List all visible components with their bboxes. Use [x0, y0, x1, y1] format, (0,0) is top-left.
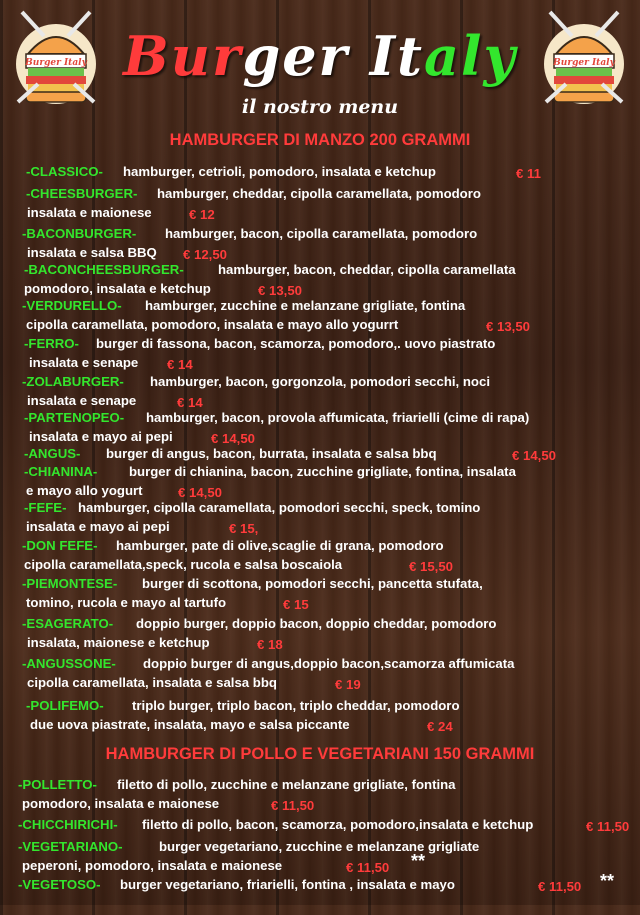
- menu-item-note-stars: **: [600, 871, 615, 891]
- menu-item: [0, 298, 640, 336]
- menu-item: [0, 410, 640, 448]
- menu-item-name: -CHEESBURGER-: [26, 186, 138, 201]
- menu-item: [0, 616, 640, 654]
- menu-item-name: -CHICCHIRICHI-: [18, 817, 118, 832]
- menu-item-description: hamburger, bacon, gorgonzola, pomodori secchi, noci: [150, 374, 490, 389]
- menu-item-description-line2: e mayo allo yogurt: [26, 483, 143, 498]
- menu-item-description: doppio burger, doppio bacon, doppio cheddar, pomodoro: [136, 616, 497, 631]
- menu-item-price: € 14: [177, 395, 203, 410]
- menu-item: [0, 538, 640, 576]
- menu-item: [0, 262, 640, 300]
- menu-item-description-line2: insalata e mayo ai pepi: [26, 519, 170, 534]
- menu-item-name: -ANGUS-: [24, 446, 81, 461]
- menu-item-price: € 13,50: [258, 283, 302, 298]
- menu-item-description: hamburger, zucchine e melanzane grigliate, fontina: [145, 298, 466, 313]
- menu-item-description: hamburger, bacon, cheddar, cipolla caramellata: [218, 262, 516, 277]
- menu-item-price: € 14,50: [512, 448, 556, 463]
- menu-item-price: € 12,50: [183, 247, 227, 262]
- menu-item-name: -PARTENOPEO-: [24, 410, 125, 425]
- menu-item: [0, 500, 640, 538]
- page-subtitle: il nostro menu: [241, 96, 399, 118]
- menu-item-description-line2: pomodoro, insalata e ketchup: [24, 281, 211, 296]
- menu-item-name: -VEGETARIANO-: [18, 839, 123, 854]
- menu-item: [0, 336, 640, 374]
- menu-item-description-line2: insalata e senape: [29, 355, 139, 370]
- menu-item-description: hamburger, bacon, cipolla caramellata, pomodoro: [165, 226, 478, 241]
- menu-item-description-line2: cipolla caramellata, insalata e salsa bbq: [27, 675, 277, 690]
- menu-item-description-line2: pomodoro, insalata e maionese: [22, 796, 220, 811]
- menu-item-description: burger di fassona, bacon, scamorza, pomodoro,. uovo piastrato: [96, 336, 496, 351]
- menu-item-description-line2: insalata, maionese e ketchup: [27, 635, 210, 650]
- menu-item-description: burger di angus, bacon, burrata, insalata e salsa bbq: [106, 446, 437, 461]
- menu-item-description: filetto di pollo, bacon, scamorza, pomodoro,insalata e ketchup: [142, 817, 534, 832]
- menu-item: [0, 777, 640, 815]
- menu-item-price: € 11,50: [346, 860, 390, 875]
- menu-item: [0, 226, 640, 264]
- menu-item-description: burger di scottona, pomodori secchi, pancetta stufata,: [142, 576, 483, 591]
- menu-item-description-line2: cipolla caramellata,speck, rucola e salsa boscaiola: [24, 557, 343, 572]
- menu-item-price: € 13,50: [486, 319, 530, 334]
- menu-item-name: -FEFE-: [24, 500, 67, 515]
- menu-item-description-line2: cipolla caramellata, pomodoro, insalata e mayo allo yogurrt: [26, 317, 399, 332]
- section-title-chicken-veg: HAMBURGER DI POLLO E VEGETARIANI 150 GRAMMI: [105, 745, 535, 763]
- menu-item-price: € 14,50: [178, 485, 222, 500]
- menu-item-description-line2: insalata e mayo ai pepi: [29, 429, 173, 444]
- menu-item-price: € 11,50: [538, 879, 582, 894]
- menu-item-name: -ESAGERATO-: [22, 616, 114, 631]
- menu-item-description: doppio burger di angus,doppio bacon,scamorza affumicata: [143, 656, 515, 671]
- menu-item-price: € 15,: [229, 521, 259, 536]
- menu-item: [0, 839, 640, 877]
- menu-item-price: € 24: [427, 719, 453, 734]
- menu-item-name: -BACONBURGER-: [22, 226, 137, 241]
- svg-text:Burger Italy: Burger Italy: [553, 58, 615, 68]
- menu-item-description-line2: tomino, rucola e mayo al tartufo: [26, 595, 227, 610]
- menu-item-description: burger vegetariano, zucchine e melanzane grigliate: [159, 839, 480, 854]
- menu-item: [0, 374, 640, 412]
- menu-item-price: € 14: [167, 357, 193, 372]
- menu-item-description: burger di chianina, bacon, zucchine grigliate, fontina, insalata: [129, 464, 516, 479]
- menu-item-name: -POLIFEMO-: [26, 698, 104, 713]
- section-title-beef: HAMBURGER DI MANZO 200 GRAMMI: [169, 131, 471, 149]
- menu-item-price: € 12: [189, 207, 215, 222]
- menu-item-description: burger vegetariano, friarielli, fontina , insalata e mayo: [120, 877, 455, 892]
- menu-item-description-line2: insalata e maionese: [27, 205, 152, 220]
- menu-item-price: € 14,50: [211, 431, 255, 446]
- page-title: [0, 26, 640, 86]
- menu-item-price: € 15,50: [409, 559, 453, 574]
- menu-item-description: triplo burger, triplo bacon, triplo cheddar, pomodoro: [132, 698, 460, 713]
- menu-item-description-line2: insalata e senape: [27, 393, 137, 408]
- menu-item-name: -ZOLABURGER-: [22, 374, 124, 389]
- menu-item-name: -ANGUSSONE-: [22, 656, 116, 671]
- menu-item-name: -VERDURELLO-: [22, 298, 122, 313]
- menu-item-price: € 15: [283, 597, 309, 612]
- menu-item: [0, 871, 640, 915]
- menu-item-price: € 19: [335, 677, 361, 692]
- menu-item-description: hamburger, cetrioli, pomodoro, insalata e ketchup: [123, 164, 436, 179]
- menu-item: [0, 576, 640, 614]
- menu-item-name: -POLLETTO-: [18, 777, 97, 792]
- menu-item-description: hamburger, pate di olive,scaglie di grana, pomodoro: [116, 538, 444, 553]
- menu-item: [0, 656, 640, 694]
- menu-item-price: € 11: [516, 166, 541, 181]
- menu-item-name: -PIEMONTESE-: [22, 576, 118, 591]
- menu-item-price: € 18: [257, 637, 283, 652]
- menu-item-name: -CLASSICO-: [26, 164, 103, 179]
- menu-item-description-line2: insalata e salsa BBQ: [27, 245, 157, 260]
- menu-item: [0, 698, 640, 736]
- menu-item: [0, 186, 640, 224]
- menu-item-name: -VEGETOSO-: [18, 877, 101, 892]
- menu-item-description: hamburger, bacon, provola affumicata, friarielli (cime di rapa): [146, 410, 530, 425]
- title-part-white: ger It: [242, 24, 425, 88]
- title-part-green: aly: [424, 24, 517, 88]
- svg-text:Burger Italy: Burger Italy: [25, 58, 87, 68]
- menu-item-name: -CHIANINA-: [24, 464, 98, 479]
- menu-item-description: filetto di pollo, zucchine e melanzane grigliate, fontina: [117, 777, 456, 792]
- menu-item: [0, 464, 640, 502]
- menu-item-description: hamburger, cipolla caramellata, pomodori secchi, speck, tomino: [78, 500, 481, 515]
- menu-item-description-line2: peperoni, pomodoro, insalata e maionese: [22, 858, 283, 873]
- menu-item-price: € 11,50: [271, 798, 315, 813]
- menu-item-name: -FERRO-: [24, 336, 79, 351]
- title-part-red: Bur: [123, 24, 243, 88]
- menu-item-note-stars: **: [411, 851, 426, 871]
- menu-item-name: -DON FEFE-: [22, 538, 98, 553]
- menu-item-description-line2: due uova piastrate, insalata, mayo e salsa piccante: [30, 717, 350, 732]
- menu-item-description: hamburger, cheddar, cipolla caramellata, pomodoro: [157, 186, 481, 201]
- menu-item-price: € 11,50: [586, 819, 630, 834]
- menu-item-name: -BACONCHEESBURGER-: [24, 262, 184, 277]
